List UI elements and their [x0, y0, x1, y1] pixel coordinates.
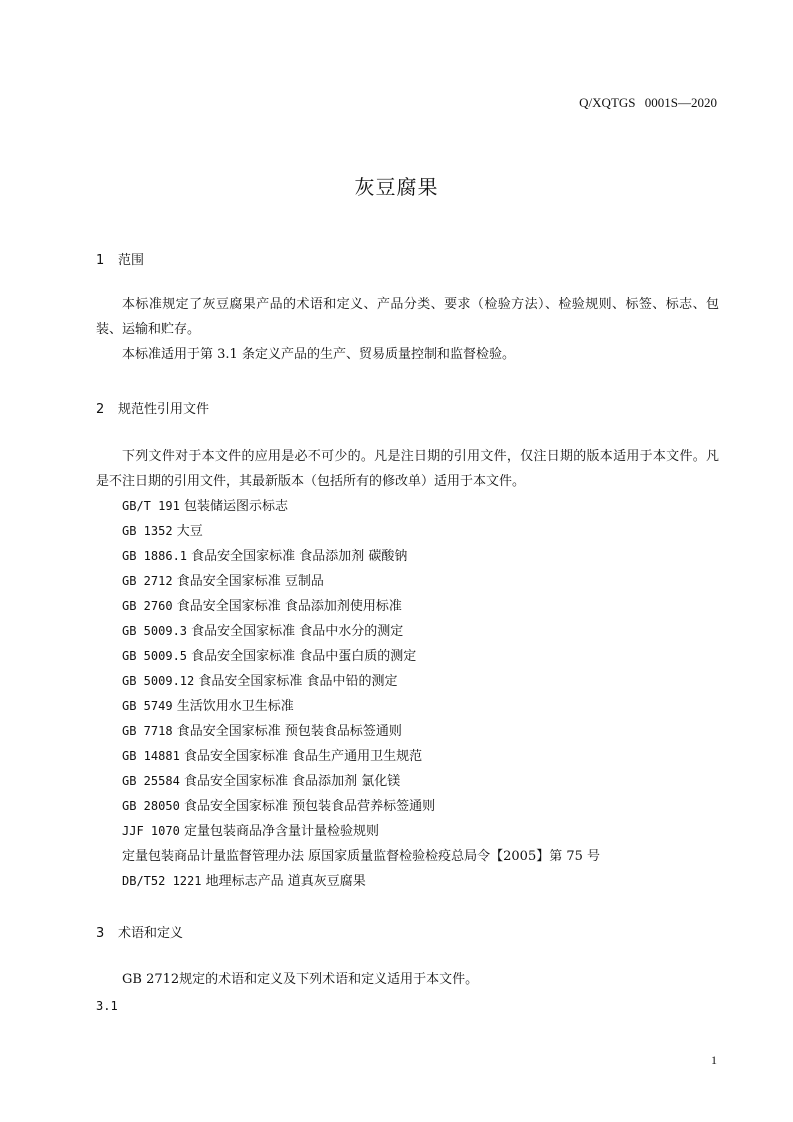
- reference-item: [122, 719, 600, 744]
- reference-title: 定量包装商品净含量计量检验规则: [183, 824, 379, 839]
- scope-paragraph-1: 本标准规定了灰豆腐果产品的术语和定义、产品分类、要求（检验方法）、检验规则、标签、标志、包装、运输和贮存。: [96, 297, 719, 337]
- reference-title: 食品安全国家标准 预包装食品营养标签通则: [183, 799, 436, 814]
- scope-paragraph-2: 本标准适用于第 3.1 条定义产品的生产、贸易质量控制和监督检验。: [122, 347, 515, 362]
- section-heading-scope: [96, 249, 144, 268]
- reference-title: 包装储运图示标志: [183, 499, 288, 514]
- reference-item: [122, 769, 600, 794]
- reference-item: [122, 694, 600, 719]
- reference-code: GB 2712: [122, 574, 173, 588]
- reference-code: GB 1886.1: [122, 549, 188, 563]
- reference-item: [122, 744, 600, 769]
- section-title: 范围: [118, 253, 145, 268]
- document-title: 灰豆腐果: [354, 175, 439, 199]
- reference-title: 食品安全国家标准 预包装食品标签通则: [176, 724, 402, 739]
- section-title: 规范性引用文件: [118, 402, 210, 417]
- reference-title: 定量包装商品计量监督管理办法 原国家质量监督检验检疫总局令【2005】第 75 号: [122, 849, 601, 864]
- reference-code: GB 1352: [122, 524, 173, 538]
- section-number: 3: [96, 926, 105, 941]
- reference-code: GB 5749: [122, 699, 173, 713]
- page-number: 1: [711, 1053, 717, 1067]
- reference-title: 生活饮用水卫生标准: [176, 699, 294, 714]
- reference-title: 食品安全国家标准 食品添加剂 氯化镁: [183, 774, 401, 789]
- reference-title: 食品安全国家标准 豆制品: [176, 574, 324, 589]
- standard-code: Q/XQTGS 0001S—2020: [579, 95, 717, 110]
- reference-code: GB 7718: [122, 724, 173, 738]
- reference-code: GB 2760: [122, 599, 173, 613]
- reference-title: 食品安全国家标准 食品添加剂使用标准: [176, 599, 402, 614]
- reference-title: 食品安全国家标准 食品中铅的测定: [198, 674, 398, 689]
- reference-code: JJF 1070: [122, 824, 180, 838]
- normative-intro: 下列文件对于本文件的应用是必不可少的。凡是注日期的引用文件，仅注日期的版本适用于本文件。凡是不注日期的引用文件，其最新版本（包括所有的修改单）适用于本文件。: [96, 449, 719, 489]
- section-title: 术语和定义: [118, 926, 184, 941]
- reference-title: 食品安全国家标准 食品生产通用卫生规范: [183, 749, 423, 764]
- reference-item: [122, 519, 600, 544]
- reference-code: GB/T 191: [122, 499, 180, 513]
- reference-item: [122, 819, 600, 844]
- reference-item: [122, 544, 600, 569]
- reference-item: [122, 494, 600, 519]
- reference-list: [122, 494, 600, 894]
- reference-title: 大豆: [176, 524, 203, 539]
- section-number: 1: [96, 253, 105, 268]
- reference-code: GB 25584: [122, 774, 180, 788]
- reference-item: [122, 569, 600, 594]
- reference-item: [122, 844, 600, 869]
- reference-code: GB 5009.12: [122, 674, 195, 688]
- reference-title: 食品安全国家标准 食品中水分的测定: [191, 624, 404, 639]
- reference-code: DB/T52 1221: [122, 874, 202, 888]
- reference-code: GB 5009.5: [122, 649, 188, 663]
- reference-item: [122, 869, 600, 894]
- reference-title: 食品安全国家标准 食品添加剂 碳酸钠: [191, 549, 408, 564]
- reference-title: 食品安全国家标准 食品中蛋白质的测定: [191, 649, 417, 664]
- reference-code: GB 14881: [122, 749, 180, 763]
- section-heading-terms: [96, 922, 183, 941]
- reference-item: [122, 644, 600, 669]
- reference-title: 地理标志产品 道真灰豆腐果: [205, 874, 366, 889]
- section-heading-normative: [96, 398, 209, 417]
- reference-item: [122, 794, 600, 819]
- reference-item: [122, 669, 600, 694]
- reference-code: GB 28050: [122, 799, 180, 813]
- reference-item: [122, 594, 600, 619]
- section-number: 2: [96, 402, 105, 417]
- reference-code: GB 5009.3: [122, 624, 188, 638]
- clause-number: 3.1: [96, 999, 118, 1013]
- terms-intro: GB 2712规定的术语和定义及下列术语和定义适用于本文件。: [122, 972, 479, 987]
- reference-item: [122, 619, 600, 644]
